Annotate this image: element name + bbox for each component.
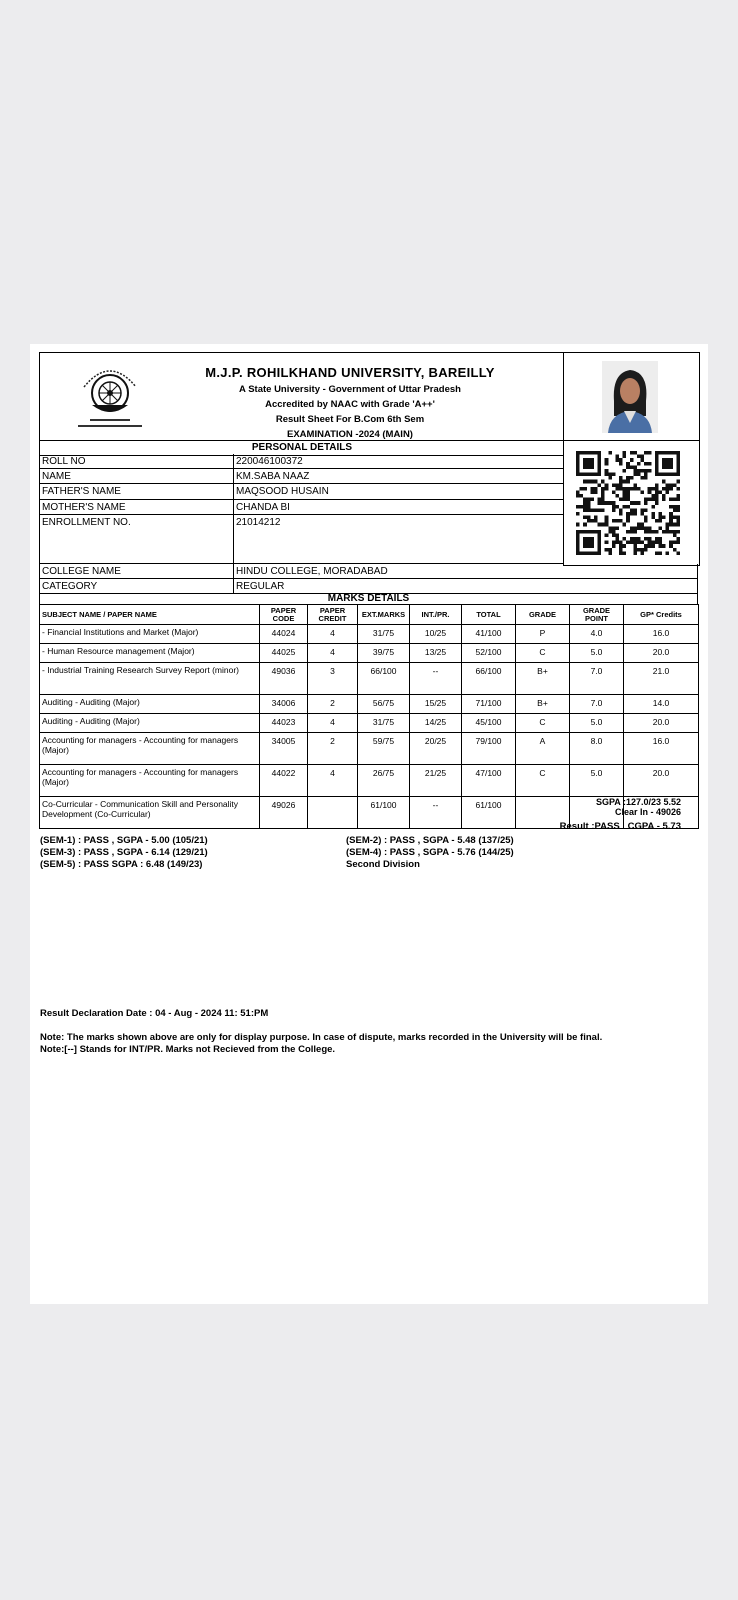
- col-ext-marks: EXT.MARKS: [358, 605, 410, 625]
- roll-no-value: 220046100372: [233, 454, 563, 469]
- col-paper-code: PAPER CODE: [260, 605, 308, 625]
- paper-code: 49036: [260, 663, 308, 695]
- personal-row: [39, 469, 563, 484]
- ext-marks: 39/75: [358, 644, 410, 663]
- header-line-3: Result Sheet For B.Com 6th Sem: [275, 414, 425, 425]
- student-photo: [602, 361, 658, 433]
- paper-code: 44023: [260, 714, 308, 733]
- int-marks: 21/25: [410, 765, 462, 797]
- header-line-2: Accredited by NAAC with Grade 'A++': [265, 399, 435, 410]
- division: Second Division: [346, 859, 420, 870]
- marks-table: [39, 604, 699, 829]
- name-label: NAME: [39, 469, 233, 484]
- ext-marks: 31/75: [358, 714, 410, 733]
- col-grade-point: GRADE POINT: [570, 605, 624, 625]
- sem-5-result: (SEM-5) : PASS SGPA : 6.48 (149/23): [40, 859, 203, 870]
- gp-credits: 20.0: [624, 714, 699, 733]
- result-sheet: [30, 344, 708, 1304]
- enrollment-no-value: 21014212: [233, 515, 563, 564]
- table-row: [40, 765, 699, 797]
- marks-header-row: [40, 605, 699, 625]
- ext-marks: 66/100: [358, 663, 410, 695]
- col-grade: GRADE: [516, 605, 570, 625]
- personal-details-heading: PERSONAL DETAILS: [39, 440, 564, 456]
- int-marks: 13/25: [410, 644, 462, 663]
- name-value: KM.SABA NAAZ: [233, 469, 563, 484]
- paper-code: 49026: [260, 797, 308, 829]
- personal-row: [39, 454, 563, 469]
- total-marks: 45/100: [462, 714, 516, 733]
- qr-code-cell: [563, 440, 700, 566]
- grade: B+: [516, 663, 570, 695]
- subject-name: - Human Resource management (Major): [40, 644, 260, 663]
- col-subject: SUBJECT NAME / PAPER NAME: [40, 605, 260, 625]
- roll-no-label: ROLL NO: [39, 454, 233, 469]
- table-row: [40, 644, 699, 663]
- mother-name-value: CHANDA BI: [233, 500, 563, 515]
- subject-name: - Financial Institutions and Market (Major): [40, 625, 260, 644]
- ext-marks: 31/75: [358, 625, 410, 644]
- ext-marks: 59/75: [358, 733, 410, 765]
- ext-marks: 56/75: [358, 695, 410, 714]
- notes: [40, 1032, 602, 1056]
- int-marks: 20/25: [410, 733, 462, 765]
- header: [39, 352, 700, 441]
- gp-credits: 20.0: [624, 644, 699, 663]
- total-marks: 79/100: [462, 733, 516, 765]
- grade-point: 7.0: [570, 663, 624, 695]
- university-name: M.J.P. ROHILKHAND UNIVERSITY, BAREILLY: [205, 365, 495, 380]
- total-marks: 52/100: [462, 644, 516, 663]
- subject-name: Co-Curricular - Communication Skill and Personality Development (Co-Curricular): [40, 797, 260, 829]
- total-marks: 47/100: [462, 765, 516, 797]
- paper-code: 44024: [260, 625, 308, 644]
- int-marks: --: [410, 663, 462, 695]
- header-line-1: A State University - Government of Uttar Pradesh: [239, 384, 461, 395]
- grade: C: [516, 765, 570, 797]
- total-marks: 61/100: [462, 797, 516, 829]
- category-value: REGULAR: [233, 579, 698, 594]
- paper-credit: 4: [308, 644, 358, 663]
- total-marks: 71/100: [462, 695, 516, 714]
- ext-marks: 26/75: [358, 765, 410, 797]
- header-text: [160, 365, 540, 440]
- grade-point: 5.0: [570, 765, 624, 797]
- grade: C: [516, 714, 570, 733]
- int-marks: 10/25: [410, 625, 462, 644]
- mother-name-label: MOTHER'S NAME: [39, 500, 233, 515]
- subject-name: Auditing - Auditing (Major): [40, 695, 260, 714]
- result-status: Result :PASS: [559, 821, 620, 832]
- sem-3-result: (SEM-3) : PASS , SGPA - 6.14 (129/21): [40, 847, 208, 858]
- sgpa-summary: [596, 797, 681, 817]
- col-paper-credit: PAPER CREDIT: [308, 605, 358, 625]
- paper-credit: 4: [308, 625, 358, 644]
- personal-row: [39, 515, 563, 564]
- qr-code: [576, 451, 680, 555]
- clear-in: Clear In - 49026: [614, 807, 681, 817]
- grade-point: 4.0: [570, 625, 624, 644]
- sem-4-result: (SEM-4) : PASS , SGPA - 5.76 (144/25): [346, 847, 514, 858]
- photo-cell: [563, 353, 698, 441]
- category-label: CATEGORY: [39, 579, 233, 594]
- grade: A: [516, 733, 570, 765]
- table-row: [40, 663, 699, 695]
- col-int-pr: INT./PR.: [410, 605, 462, 625]
- paper-credit: 4: [308, 765, 358, 797]
- paper-credit: [308, 797, 358, 829]
- personal-row: [39, 484, 563, 500]
- semester-results-right: [346, 835, 514, 871]
- semester-results-left: [40, 835, 208, 871]
- category-row: [39, 579, 698, 594]
- college-name-label: COLLEGE NAME: [39, 564, 233, 579]
- cgpa-value: CGPA - 5.73: [627, 821, 681, 832]
- paper-credit: 2: [308, 733, 358, 765]
- paper-code: 34006: [260, 695, 308, 714]
- grade: C: [516, 644, 570, 663]
- college-row: [39, 564, 698, 579]
- subject-name: Accounting for managers - Accounting for managers (Major): [40, 733, 260, 765]
- grade-point: 8.0: [570, 733, 624, 765]
- gp-credits: 21.0: [624, 663, 699, 695]
- personal-row: [39, 500, 563, 515]
- note-int-pr: Note:[--] Stands for INT/PR. Marks not Recieved from the College.: [40, 1044, 336, 1055]
- total-marks: 41/100: [462, 625, 516, 644]
- col-gp-credits: GP* Credits: [624, 605, 699, 625]
- note-display-purpose: Note: The marks shown above are only for display purpose. In case of dispute, marks recorded in the University will be final.: [40, 1032, 603, 1043]
- subject-name: Accounting for managers - Accounting for managers (Major): [40, 765, 260, 797]
- sgpa-value: SGPA :127.0/23 5.52: [595, 797, 681, 807]
- paper-code: 34005: [260, 733, 308, 765]
- paper-credit: 4: [308, 714, 358, 733]
- university-logo: [70, 359, 150, 433]
- paper-code: 44025: [260, 644, 308, 663]
- ext-marks: 61/100: [358, 797, 410, 829]
- college-name-value: HINDU COLLEGE, MORADABAD: [233, 564, 698, 579]
- header-line-4: EXAMINATION -2024 (MAIN): [287, 429, 413, 440]
- result-line: [560, 821, 681, 832]
- grade-point: 5.0: [570, 644, 624, 663]
- gp-credits: 14.0: [624, 695, 699, 714]
- table-row: [40, 733, 699, 765]
- gp-credits: 16.0: [624, 733, 699, 765]
- total-marks: 66/100: [462, 663, 516, 695]
- enrollment-no-label: ENROLLMENT NO.: [39, 515, 233, 564]
- int-marks: 15/25: [410, 695, 462, 714]
- gp-credits: 16.0: [624, 625, 699, 644]
- table-row: [40, 714, 699, 733]
- paper-credit: 3: [308, 663, 358, 695]
- father-name-label: FATHER'S NAME: [39, 484, 233, 500]
- grade: P: [516, 625, 570, 644]
- table-row: [40, 695, 699, 714]
- gp-credits: 20.0: [624, 765, 699, 797]
- sem-2-result: (SEM-2) : PASS , SGPA - 5.48 (137/25): [346, 835, 514, 846]
- paper-credit: 2: [308, 695, 358, 714]
- paper-code: 44022: [260, 765, 308, 797]
- grade-point: 5.0: [570, 714, 624, 733]
- col-total: TOTAL: [462, 605, 516, 625]
- subject-name: Auditing - Auditing (Major): [40, 714, 260, 733]
- int-marks: --: [410, 797, 462, 829]
- result-declaration-date: Result Declaration Date : 04 - Aug - 2024 11: 51:PM: [40, 1008, 269, 1019]
- table-row: [40, 625, 699, 644]
- grade: B+: [516, 695, 570, 714]
- int-marks: 14/25: [410, 714, 462, 733]
- subject-name: - Industrial Training Research Survey Report (minor): [40, 663, 260, 695]
- grade-point: 7.0: [570, 695, 624, 714]
- father-name-value: MAQSOOD HUSAIN: [233, 484, 563, 500]
- sem-1-result: (SEM-1) : PASS , SGPA - 5.00 (105/21): [40, 835, 208, 846]
- marks-details-heading: MARKS DETAILS: [39, 593, 698, 604]
